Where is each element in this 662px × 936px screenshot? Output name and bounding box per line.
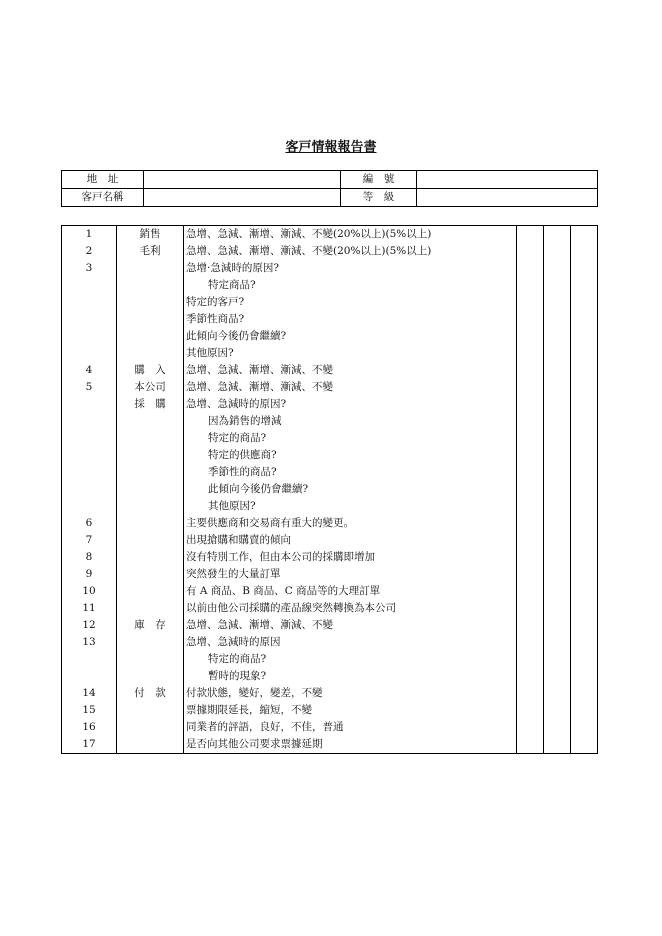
row-description: 季節性商品? bbox=[184, 311, 517, 328]
check-cell[interactable] bbox=[571, 617, 598, 634]
row-number: 6 bbox=[62, 515, 117, 532]
row-category bbox=[117, 719, 184, 736]
check-cell[interactable] bbox=[544, 362, 571, 379]
check-cell[interactable] bbox=[544, 668, 571, 685]
table-row bbox=[62, 566, 598, 583]
row-description: 因為銷售的增減 bbox=[184, 413, 517, 430]
row-number: 2 bbox=[62, 243, 117, 260]
row-category bbox=[117, 464, 184, 481]
check-cell[interactable] bbox=[571, 226, 598, 244]
check-cell[interactable] bbox=[517, 634, 544, 651]
check-cell[interactable] bbox=[544, 226, 571, 244]
check-cell[interactable] bbox=[517, 481, 544, 498]
check-cell[interactable] bbox=[571, 498, 598, 515]
row-category bbox=[117, 702, 184, 719]
check-cell[interactable] bbox=[544, 345, 571, 362]
row-category bbox=[117, 532, 184, 549]
table-row bbox=[62, 532, 598, 549]
row-category bbox=[117, 668, 184, 685]
row-description: 暫時的現象? bbox=[184, 668, 517, 685]
row-category: 銷售 bbox=[117, 226, 184, 244]
row-category bbox=[117, 583, 184, 600]
row-number: 1 bbox=[62, 226, 117, 244]
row-number bbox=[62, 311, 117, 328]
check-cell[interactable] bbox=[571, 260, 598, 277]
row-number bbox=[62, 651, 117, 668]
check-cell[interactable] bbox=[544, 328, 571, 345]
check-cell[interactable] bbox=[517, 702, 544, 719]
row-category bbox=[117, 600, 184, 617]
check-cell[interactable] bbox=[571, 600, 598, 617]
row-number bbox=[62, 345, 117, 362]
row-description: 主要供應商和交易商有重大的變更。 bbox=[184, 515, 517, 532]
row-category bbox=[117, 447, 184, 464]
row-number: 5 bbox=[62, 379, 117, 396]
row-category bbox=[117, 413, 184, 430]
check-cell[interactable] bbox=[571, 481, 598, 498]
check-cell[interactable] bbox=[517, 719, 544, 736]
check-cell[interactable] bbox=[544, 294, 571, 311]
check-cell[interactable] bbox=[517, 328, 544, 345]
row-description: 突然發生的大量訂單 bbox=[184, 566, 517, 583]
row-number bbox=[62, 430, 117, 447]
check-cell[interactable] bbox=[517, 498, 544, 515]
row-number bbox=[62, 277, 117, 294]
row-number: 12 bbox=[62, 617, 117, 634]
row-description: 急增、急減時的原因? bbox=[184, 396, 517, 413]
row-category: 本公司 bbox=[117, 379, 184, 396]
header-info-table bbox=[61, 170, 598, 207]
check-cell[interactable] bbox=[517, 243, 544, 260]
row-description: 付款狀態，變好，變差，不變 bbox=[184, 685, 517, 702]
row-number: 11 bbox=[62, 600, 117, 617]
table-row bbox=[62, 685, 598, 702]
check-cell[interactable] bbox=[517, 430, 544, 447]
row-description: 特定的商品? bbox=[184, 430, 517, 447]
row-description: 急增、急減時的原因 bbox=[184, 634, 517, 651]
check-cell[interactable] bbox=[517, 362, 544, 379]
row-number bbox=[62, 498, 117, 515]
customer-name-label: 客戸名稱 bbox=[62, 189, 144, 207]
header-row-customer bbox=[62, 189, 598, 207]
row-number: 8 bbox=[62, 549, 117, 566]
table-row bbox=[62, 294, 598, 311]
row-category bbox=[117, 328, 184, 345]
table-row bbox=[62, 583, 598, 600]
row-description: 季節性的商品? bbox=[184, 464, 517, 481]
customer-name-field[interactable] bbox=[144, 189, 341, 207]
row-description: 特定的客戸? bbox=[184, 294, 517, 311]
check-cell[interactable] bbox=[517, 277, 544, 294]
table-row bbox=[62, 311, 598, 328]
number-field[interactable] bbox=[417, 171, 598, 189]
row-description: 沒有特別工作，但由本公司的採購即增加 bbox=[184, 549, 517, 566]
check-cell[interactable] bbox=[571, 702, 598, 719]
check-cell[interactable] bbox=[544, 413, 571, 430]
check-cell[interactable] bbox=[571, 328, 598, 345]
row-category bbox=[117, 311, 184, 328]
row-category bbox=[117, 736, 184, 754]
table-row bbox=[62, 379, 598, 396]
address-field[interactable] bbox=[144, 171, 341, 189]
check-cell[interactable] bbox=[544, 736, 571, 754]
check-cell[interactable] bbox=[571, 379, 598, 396]
check-cell[interactable] bbox=[544, 702, 571, 719]
table-row bbox=[62, 345, 598, 362]
row-description: 有 A 商品、B 商品、C 商品等的大理訂單 bbox=[184, 583, 517, 600]
row-number bbox=[62, 294, 117, 311]
row-category: 購 入 bbox=[117, 362, 184, 379]
row-description: 急增、急減、漸增、漸減、不變(20%以上)(5%以上) bbox=[184, 226, 517, 244]
check-cell[interactable] bbox=[571, 362, 598, 379]
page-title: 客戸情報報告書 bbox=[285, 140, 377, 155]
check-cell[interactable] bbox=[571, 668, 598, 685]
row-category bbox=[117, 260, 184, 277]
row-number: 13 bbox=[62, 634, 117, 651]
address-label: 地 址 bbox=[62, 171, 144, 189]
row-category: 付 款 bbox=[117, 685, 184, 702]
row-description: 此傾向今後仍會繼續? bbox=[184, 328, 517, 345]
check-cell[interactable] bbox=[571, 345, 598, 362]
table-row bbox=[62, 481, 598, 498]
row-category bbox=[117, 277, 184, 294]
check-cell[interactable] bbox=[544, 498, 571, 515]
row-number bbox=[62, 328, 117, 345]
row-description: 其他原因? bbox=[184, 498, 517, 515]
row-category bbox=[117, 481, 184, 498]
check-cell[interactable] bbox=[517, 226, 544, 244]
check-cell[interactable] bbox=[571, 583, 598, 600]
row-description: 票據期限延長，縮短，不變 bbox=[184, 702, 517, 719]
check-cell[interactable] bbox=[517, 566, 544, 583]
row-category bbox=[117, 345, 184, 362]
check-cell[interactable] bbox=[571, 277, 598, 294]
check-cell[interactable] bbox=[544, 464, 571, 481]
table-row bbox=[62, 651, 598, 668]
row-description: 急增、急減、漸增、漸減、不變(20%以上)(5%以上) bbox=[184, 243, 517, 260]
check-cell[interactable] bbox=[517, 294, 544, 311]
row-number bbox=[62, 481, 117, 498]
table-row bbox=[62, 328, 598, 345]
check-cell[interactable] bbox=[544, 447, 571, 464]
row-description: 急增·急減時的原因? bbox=[184, 260, 517, 277]
row-description: 急增、急減、漸增、漸減、不變 bbox=[184, 379, 517, 396]
row-category bbox=[117, 430, 184, 447]
check-cell[interactable] bbox=[517, 447, 544, 464]
check-cell[interactable] bbox=[517, 600, 544, 617]
check-cell[interactable] bbox=[544, 311, 571, 328]
row-category: 庫 存 bbox=[117, 617, 184, 634]
table-row bbox=[62, 226, 598, 244]
check-cell[interactable] bbox=[544, 243, 571, 260]
table-row bbox=[62, 396, 598, 413]
check-cell[interactable] bbox=[571, 447, 598, 464]
check-cell[interactable] bbox=[517, 617, 544, 634]
row-category bbox=[117, 515, 184, 532]
check-cell[interactable] bbox=[571, 736, 598, 754]
row-number bbox=[62, 668, 117, 685]
check-cell[interactable] bbox=[571, 685, 598, 702]
table-row bbox=[62, 736, 598, 754]
check-cell[interactable] bbox=[544, 634, 571, 651]
row-number: 9 bbox=[62, 566, 117, 583]
row-category bbox=[117, 498, 184, 515]
check-cell[interactable] bbox=[544, 260, 571, 277]
row-category bbox=[117, 294, 184, 311]
table-row bbox=[62, 719, 598, 736]
row-description: 此傾向今後仍會繼續? bbox=[184, 481, 517, 498]
row-number: 16 bbox=[62, 719, 117, 736]
row-category bbox=[117, 549, 184, 566]
row-description: 特定的商品? bbox=[184, 651, 517, 668]
header-row-address bbox=[62, 171, 598, 189]
table-row bbox=[62, 277, 598, 294]
row-number bbox=[62, 413, 117, 430]
row-description: 特定商品? bbox=[184, 277, 517, 294]
check-cell[interactable] bbox=[544, 566, 571, 583]
row-category bbox=[117, 651, 184, 668]
row-description: 其他原因? bbox=[184, 345, 517, 362]
check-cell[interactable] bbox=[517, 685, 544, 702]
row-number bbox=[62, 396, 117, 413]
report-items-table bbox=[61, 225, 598, 754]
check-cell[interactable] bbox=[544, 651, 571, 668]
row-category: 毛利 bbox=[117, 243, 184, 260]
check-cell[interactable] bbox=[571, 464, 598, 481]
row-number: 15 bbox=[62, 702, 117, 719]
check-cell[interactable] bbox=[517, 532, 544, 549]
row-category bbox=[117, 634, 184, 651]
table-row bbox=[62, 430, 598, 447]
table-row bbox=[62, 243, 598, 260]
check-cell[interactable] bbox=[571, 532, 598, 549]
grade-label: 等 級 bbox=[341, 189, 417, 207]
check-cell[interactable] bbox=[517, 379, 544, 396]
check-cell[interactable] bbox=[571, 549, 598, 566]
check-cell[interactable] bbox=[517, 260, 544, 277]
row-description: 急增、急減、漸增、漸減、不變 bbox=[184, 362, 517, 379]
check-cell[interactable] bbox=[544, 600, 571, 617]
table-row bbox=[62, 464, 598, 481]
table-row bbox=[62, 498, 598, 515]
check-cell[interactable] bbox=[571, 413, 598, 430]
table-row bbox=[62, 413, 598, 430]
check-cell[interactable] bbox=[571, 396, 598, 413]
check-cell[interactable] bbox=[571, 634, 598, 651]
check-cell[interactable] bbox=[517, 413, 544, 430]
table-row bbox=[62, 260, 598, 277]
row-category: 採 購 bbox=[117, 396, 184, 413]
table-row bbox=[62, 702, 598, 719]
check-cell[interactable] bbox=[517, 515, 544, 532]
grade-field[interactable] bbox=[417, 189, 598, 207]
row-number: 7 bbox=[62, 532, 117, 549]
row-number bbox=[62, 464, 117, 481]
row-description: 是否向其他公司要求票據延期 bbox=[184, 736, 517, 754]
check-cell[interactable] bbox=[544, 396, 571, 413]
row-description: 特定的供應商? bbox=[184, 447, 517, 464]
check-cell[interactable] bbox=[517, 345, 544, 362]
check-cell[interactable] bbox=[517, 311, 544, 328]
check-cell[interactable] bbox=[571, 566, 598, 583]
check-cell[interactable] bbox=[517, 668, 544, 685]
check-cell[interactable] bbox=[544, 532, 571, 549]
table-row bbox=[62, 600, 598, 617]
table-row bbox=[62, 447, 598, 464]
row-number bbox=[62, 447, 117, 464]
check-cell[interactable] bbox=[517, 583, 544, 600]
check-cell[interactable] bbox=[517, 549, 544, 566]
row-number: 14 bbox=[62, 685, 117, 702]
check-cell[interactable] bbox=[517, 464, 544, 481]
check-cell[interactable] bbox=[544, 719, 571, 736]
check-cell[interactable] bbox=[544, 481, 571, 498]
table-row bbox=[62, 549, 598, 566]
check-cell[interactable] bbox=[571, 719, 598, 736]
check-cell[interactable] bbox=[517, 736, 544, 754]
row-description: 同業者的評語，良好，不佳，普通 bbox=[184, 719, 517, 736]
row-category bbox=[117, 566, 184, 583]
row-description: 出現搶購和購賣的傾向 bbox=[184, 532, 517, 549]
table-row bbox=[62, 668, 598, 685]
check-cell[interactable] bbox=[571, 651, 598, 668]
check-cell[interactable] bbox=[544, 549, 571, 566]
row-number: 17 bbox=[62, 736, 117, 754]
check-cell[interactable] bbox=[571, 243, 598, 260]
check-cell[interactable] bbox=[517, 396, 544, 413]
table-row bbox=[62, 362, 598, 379]
row-number: 3 bbox=[62, 260, 117, 277]
number-label: 編 號 bbox=[341, 171, 417, 189]
check-cell[interactable] bbox=[544, 430, 571, 447]
check-cell[interactable] bbox=[544, 685, 571, 702]
table-row bbox=[62, 515, 598, 532]
check-cell[interactable] bbox=[544, 617, 571, 634]
table-row bbox=[62, 617, 598, 634]
row-description: 急增、急減、漸增、漸減、不變 bbox=[184, 617, 517, 634]
check-cell[interactable] bbox=[544, 379, 571, 396]
table-row bbox=[62, 634, 598, 651]
check-cell[interactable] bbox=[544, 583, 571, 600]
check-cell[interactable] bbox=[544, 515, 571, 532]
check-cell[interactable] bbox=[571, 515, 598, 532]
check-cell[interactable] bbox=[571, 294, 598, 311]
row-number: 4 bbox=[62, 362, 117, 379]
check-cell[interactable] bbox=[571, 311, 598, 328]
check-cell[interactable] bbox=[571, 430, 598, 447]
check-cell[interactable] bbox=[544, 277, 571, 294]
row-number: 10 bbox=[62, 583, 117, 600]
row-description: 以前由他公司採購的產品線突然轉換為本公司 bbox=[184, 600, 517, 617]
check-cell[interactable] bbox=[517, 651, 544, 668]
